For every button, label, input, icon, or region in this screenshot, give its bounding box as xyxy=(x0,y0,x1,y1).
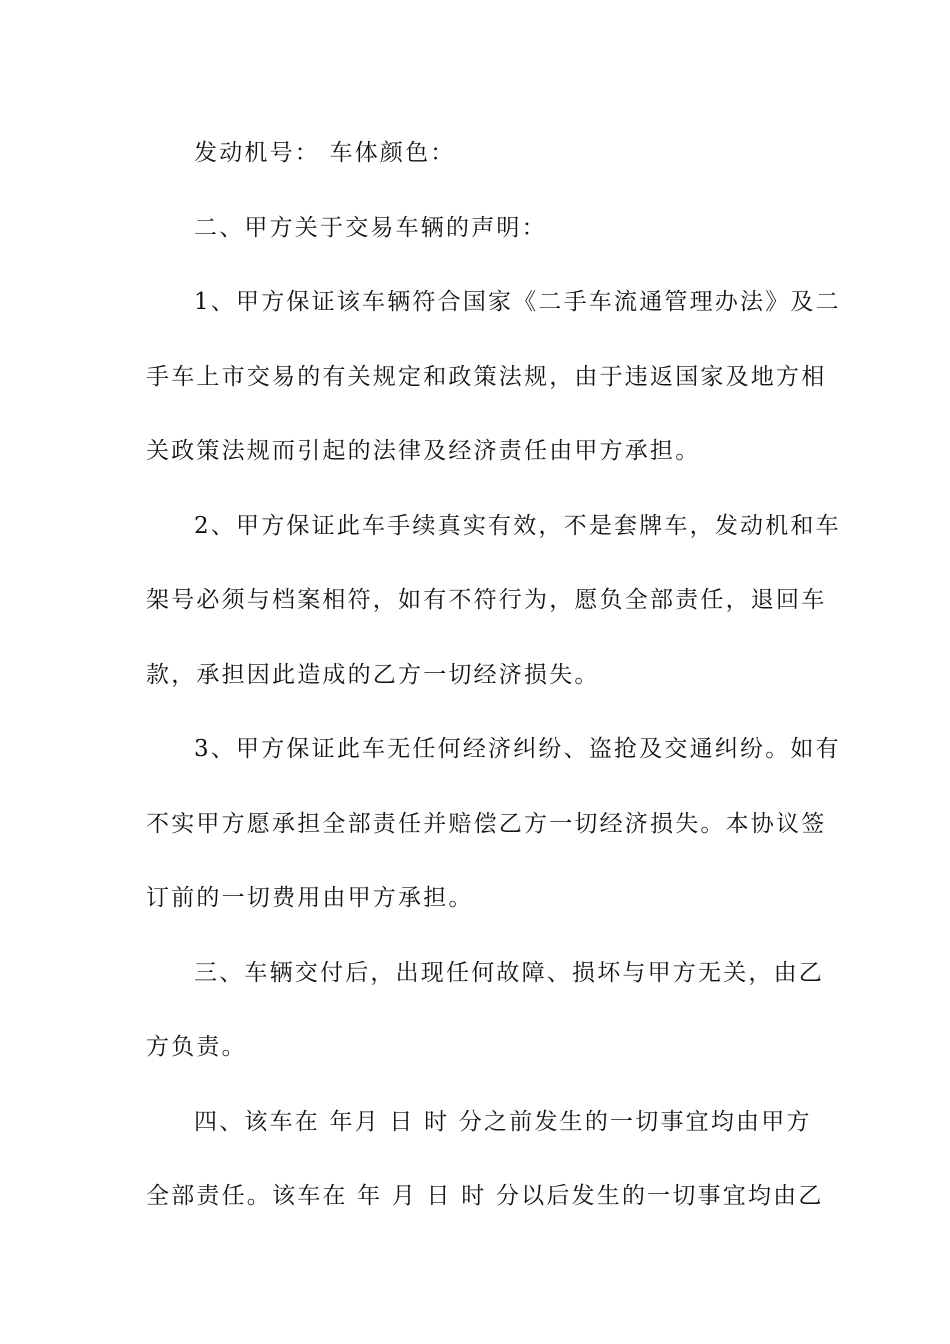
engine-number-color-line: 发动机号： 车体颜色： xyxy=(194,140,456,166)
clause-3-line-1: 3、甲方保证此车无任何经济纠纷、盗抢及交通纠纷。如有 xyxy=(194,736,841,762)
clause-1-line-3: 关政策法规而引起的法律及经济责任由甲方承担。 xyxy=(146,438,701,464)
clause-2-line-2: 架号必须与档案相符，如有不符行为，愿负全部责任，退回车 xyxy=(146,587,827,613)
clause-3-line-2: 不实甲方愿承担全部责任并赔偿乙方一切经济损失。本协议签 xyxy=(146,811,827,837)
clause-2-line-1: 2、甲方保证此车手续真实有效，不是套牌车，发动机和车 xyxy=(194,513,841,539)
section-three-line-2: 方负责。 xyxy=(146,1034,247,1060)
section-four-line-2: 全部责任。该车在 年 月 日 时 分以后发生的一切事宜均由乙 xyxy=(146,1183,824,1209)
clause-2-line-3: 款，承担因此造成的乙方一切经济损失。 xyxy=(146,662,600,688)
clause-3-line-3: 订前的一切费用由甲方承担。 xyxy=(146,885,474,911)
clause-1-line-1: 1、甲方保证该车辆符合国家《二手车流通管理办法》及二 xyxy=(194,289,841,315)
section-three-line-1: 三、车辆交付后，出现任何故障、损坏与甲方无关，由乙 xyxy=(194,960,824,986)
clause-1-line-2: 手车上市交易的有关规定和政策法规，由于违返国家及地方相 xyxy=(146,364,827,390)
section-four-line-1: 四、该车在 年月 日 时 分之前发生的一切事宜均由甲方 xyxy=(194,1109,812,1135)
section-two-heading: 二、甲方关于交易车辆的声明： xyxy=(194,215,547,241)
